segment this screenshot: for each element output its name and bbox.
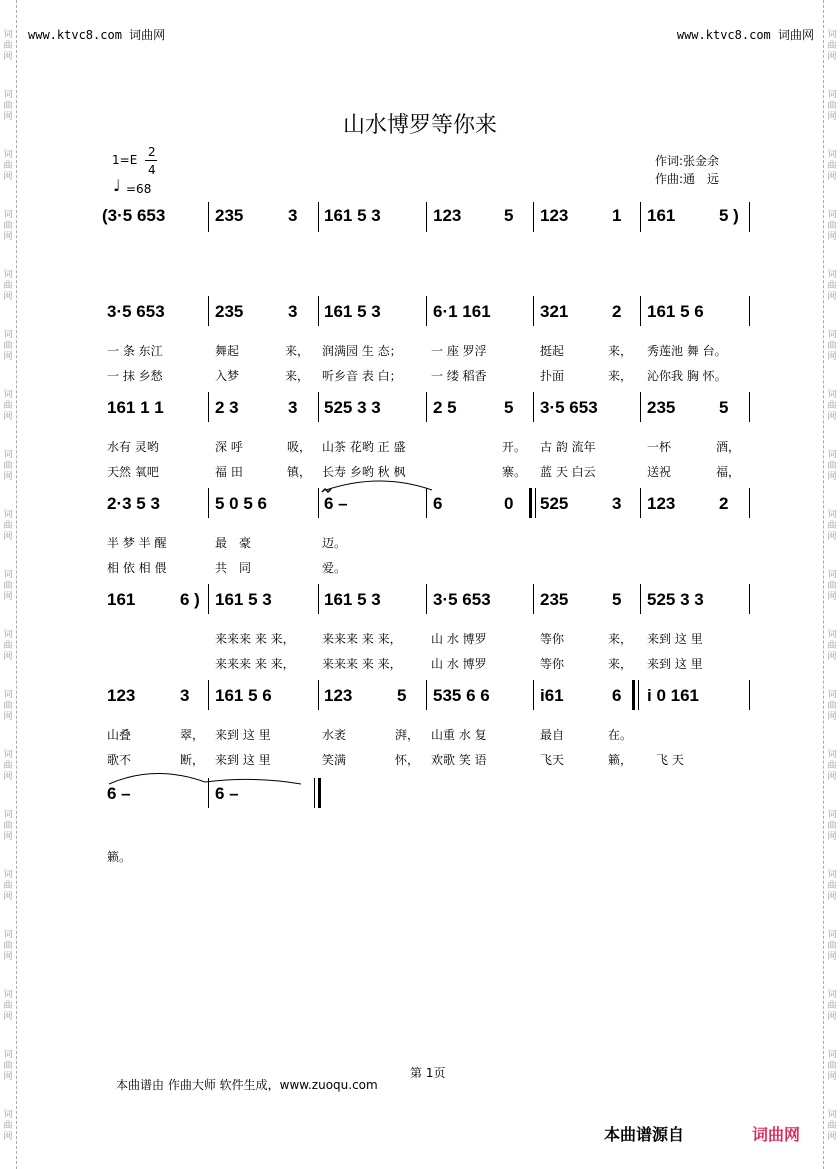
measure-notes: i 0 161 [647,686,699,705]
lyric-verse2: 相 依 相 偎 [107,561,167,575]
lyric-verse1: 来到 这 里 [215,728,271,742]
watermark-text: 词 曲 网 [827,690,837,722]
watermark-text: 词 曲 网 [3,150,13,182]
lyric-verse1: 山茶 花哟 正 盛 [322,440,406,454]
lyric-verse1: 润满园 生 态； [322,344,402,358]
measure-notes: 535 6 6 [433,686,490,705]
watermark-text: 词 曲 网 [827,150,837,182]
lyric-verse2: 等你 [540,657,565,671]
watermark-text: 词 曲 网 [827,630,837,662]
lyric-verse1: 秀莲池 舞 台。 [647,344,727,358]
measure-notes: 5 0 5 6 [215,494,267,513]
barline [318,584,319,614]
barline [533,296,534,326]
lyric-verse2: 长寿 乡哟 秋 枫 [322,465,406,479]
barline [318,680,319,710]
measure-notes: 525 3 3 [324,398,381,417]
lyric-verse1: 来， [285,344,310,358]
watermark-text: 词 曲 网 [827,810,837,842]
lyric-verse1: 挺起 [540,344,565,358]
watermark-text: 词 曲 网 [3,270,13,302]
watermark-text: 词 曲 网 [3,1050,13,1082]
site-header-left[interactable]: www.ktvc8.com 词曲网 [28,28,166,42]
lyric-verse1: 籁。 [107,850,132,864]
watermark-text: 词 曲 网 [827,870,837,902]
barline [533,202,534,232]
measure-notes: 161 1 1 [107,398,164,417]
lyric-verse2: 歌不 [107,753,132,767]
lyric-verse1: 湃， [395,728,420,742]
barline [318,392,319,422]
lyricist: 作词:张金余 [655,154,720,168]
tempo: =68 [126,182,152,196]
measure-notes: 5 [719,398,729,417]
barline [208,488,209,518]
barline [426,392,427,422]
measure-notes: 161 [647,206,676,225]
measure-notes: 3 [180,686,190,705]
lyric-verse2: 来到 这 里 [215,753,271,767]
measure-notes: 6·1 161 [433,302,491,321]
watermark-text: 词 曲 网 [827,210,837,242]
measure-notes: 0 [504,494,514,513]
site-header-right[interactable]: www.ktvc8.com 词曲网 [676,28,814,42]
measure-notes: 3 [288,206,298,225]
watermark-text: 词 曲 网 [827,330,837,362]
measure-notes: 161 [107,590,136,609]
lyric-verse1: 吸， [287,440,312,454]
lyric-verse1: 山叠 [107,728,132,742]
watermark-text: 词 曲 网 [3,750,13,782]
barline [533,392,534,422]
watermark-text: 词 曲 网 [827,750,837,782]
lyric-verse2: 欢歌 笑 语 [431,753,487,767]
measure-notes: 123 [433,206,462,225]
barline [640,488,641,518]
page-number: 第 1页 [410,1066,446,1080]
lyric-verse2: 共 同 [215,561,252,575]
time-signature-top: 2 [148,145,156,159]
watermark-text: 词 曲 网 [3,510,13,542]
lyric-verse2: 扑面 [540,369,565,383]
measure-notes: 2 [719,494,729,513]
lyric-verse2: 来， [608,369,633,383]
measure-notes: 525 3 3 [647,590,704,609]
source-label: 本曲谱源自 [604,1125,685,1144]
measure-notes: 3 [288,398,298,417]
measure-notes: 321 [540,302,569,321]
watermark-text: 词 曲 网 [3,990,13,1022]
lyric-verse1: 来， [608,344,633,358]
lyric-verse2: 飞天 [540,753,565,767]
lyric-verse2: 来来来 来 来， [322,657,402,671]
watermark-text: 词 曲 网 [827,1050,837,1082]
measure-notes: 3 [288,302,298,321]
lyric-verse1: 翠， [180,728,205,742]
lyric-verse2: 来到 这 里 [647,657,703,671]
lyric-verse2: 怀， [395,753,420,767]
barline [426,680,427,710]
measure-notes: 235 [215,206,244,225]
barline [749,392,750,422]
lyric-verse2: 天然 氧吧 [107,465,159,479]
watermark-text: 词 曲 网 [3,810,13,842]
lyric-verse1: 来来来 来 来， [322,632,402,646]
measure-notes: 123 [647,494,676,513]
lyric-verse1: 最 豪 [215,536,252,550]
watermark-text: 词 曲 网 [827,990,837,1022]
barline [533,680,534,710]
measure-notes: 2·3 5 3 [107,494,160,513]
lyric-verse2: 飞 天 [656,753,684,767]
lyric-verse1: 半 梦 半 醒 [107,536,167,550]
measure-notes: 123 [540,206,569,225]
watermark-text: 词 曲 网 [827,570,837,602]
measure-notes: 3·5 653 [433,590,491,609]
lyric-verse2: 镇， [287,465,312,479]
measure-notes: 5 [397,686,407,705]
barline [208,584,209,614]
tie-arc [105,764,305,788]
lyric-verse2: 一 缕 稻香 [431,369,487,383]
lyric-verse2: 断， [180,753,205,767]
measure-notes: 6 [433,494,443,513]
final-barline [318,778,321,808]
measure-notes: 5 ) [719,206,739,225]
generator-note: 本曲谱由 作曲大师 软件生成，www.zuoqu.com [116,1078,378,1092]
watermark-text: 词 曲 网 [3,90,13,122]
measure-notes: 2 [612,302,622,321]
measure-notes: 2 3 [215,398,239,417]
lyric-verse2: 籁， [608,753,633,767]
tie-arc [320,472,440,496]
watermark-text: 词 曲 网 [3,1110,13,1142]
lyric-verse1: 一杯 [647,440,672,454]
measure-notes: 6 – [107,784,131,803]
measure-notes: 5 [612,590,622,609]
barline [749,202,750,232]
lyric-verse1: 山重 水 复 [431,728,487,742]
measure-notes: 6 ) [180,590,200,609]
barline [208,392,209,422]
measure-notes: 1 [612,206,622,225]
watermark-text: 词 曲 网 [3,870,13,902]
lyric-verse1: 酒， [716,440,741,454]
measure-notes: 6 – [215,784,239,803]
barline [749,488,750,518]
lyric-verse2: 来， [608,657,633,671]
composer: 作曲:通 远 [655,172,720,186]
measure-notes: 5 [504,398,514,417]
lyric-verse1: 山 水 博罗 [431,632,487,646]
song-title: 山水博罗等你来 [342,113,497,138]
barline [749,680,750,710]
lyric-verse2: 山 水 博罗 [431,657,487,671]
barline [533,584,534,614]
barline [208,680,209,710]
watermark-text: 词 曲 网 [3,690,13,722]
measure-notes: 161 5 6 [215,686,272,705]
barline [749,584,750,614]
lyric-verse1: 来， [608,632,633,646]
repeat-barline [638,680,639,710]
barline [318,202,319,232]
barline [749,296,750,326]
barline [640,296,641,326]
measure-notes: 161 5 3 [324,302,381,321]
lyric-verse2: 沁你我 胸 怀。 [647,369,727,383]
measure-notes: 235 [215,302,244,321]
watermark-text: 词 曲 网 [3,570,13,602]
watermark-text: 词 曲 网 [3,30,13,62]
barline [208,778,209,808]
lyric-verse2: 送祝 [647,465,672,479]
measure-notes: 161 5 3 [324,206,381,225]
barline [640,584,641,614]
measure-notes: i61 [540,686,564,705]
watermark-text: 词 曲 网 [3,330,13,362]
time-signature-line [145,160,157,161]
final-barline [314,778,315,808]
measure-notes: 161 5 6 [647,302,704,321]
watermark-text: 词 曲 网 [3,630,13,662]
watermark-text: 词 曲 网 [827,450,837,482]
measure-notes: 5 [504,206,514,225]
measure-notes: 235 [540,590,569,609]
repeat-barline [632,680,635,710]
measure-notes: (3·5 653 [102,206,166,225]
lyric-verse1: 舞起 [215,344,240,358]
watermark-text: 词 曲 网 [827,510,837,542]
watermark-text: 词 曲 网 [827,930,837,962]
barline [426,202,427,232]
lyric-verse2: 福 田 [215,465,243,479]
measure-notes: 3·5 653 [107,302,165,321]
watermark-text: 词 曲 网 [3,210,13,242]
measure-notes: 525 [540,494,569,513]
lyric-verse2: 入梦 [215,369,240,383]
watermark-text: 词 曲 网 [827,30,837,62]
measure-notes: 161 5 3 [215,590,272,609]
lyric-verse1: 最自 [540,728,565,742]
watermark-text: 词 曲 网 [827,1110,837,1142]
lyric-verse2: 寨。 [502,465,527,479]
watermark-text: 词 曲 网 [3,930,13,962]
measure-notes: 6 – [324,494,348,513]
lyric-verse2: 笑满 [322,753,347,767]
barline [426,296,427,326]
lyric-verse1: 深 呼 [215,440,243,454]
time-signature-bottom: 4 [148,163,156,177]
quarter-note-icon: ♩ [113,176,121,195]
lyric-verse2: 福， [716,465,741,479]
lyric-verse2: 蓝 天 白云 [540,465,596,479]
watermark-text: 词 曲 网 [827,390,837,422]
lyric-verse1: 在。 [608,728,633,742]
lyric-verse1: 古 韵 流年 [540,440,596,454]
lyric-verse1: 一 条 东江 [107,344,163,358]
measure-notes: 123 [107,686,136,705]
key-signature: 1=E [112,153,138,167]
barline [318,488,319,518]
watermark-text: 词 曲 网 [3,450,13,482]
measure-notes: 6 [612,686,622,705]
watermark-text: 词 曲 网 [827,270,837,302]
barline [640,392,641,422]
measure-notes: 3 [612,494,622,513]
lyric-verse1: 水袤 [322,728,347,742]
barline [208,202,209,232]
lyric-verse1: 一 座 罗浮 [431,344,487,358]
measure-notes: 3·5 653 [540,398,598,417]
barline [640,202,641,232]
lyric-verse1: 迈。 [322,536,347,550]
lyric-verse1: 来到 这 里 [647,632,703,646]
lyric-verse2: 听乡音 表 白； [322,369,402,383]
barline [208,296,209,326]
lyric-verse1: 水有 灵哟 [107,440,159,454]
watermark-text: 词 曲 网 [3,390,13,422]
barline [318,296,319,326]
measure-notes: 161 5 3 [324,590,381,609]
lyric-verse1: 等你 [540,632,565,646]
source-brand-link[interactable]: 词曲网 [752,1125,801,1144]
barline [426,584,427,614]
lyric-verse1: 来来来 来 来， [215,632,295,646]
measure-notes: 235 [647,398,676,417]
repeat-barline [535,488,536,518]
lyric-verse2: 一 抹 乡愁 [107,369,163,383]
repeat-barline [529,488,532,518]
measure-notes: 2 5 [433,398,457,417]
lyric-verse1: 开。 [502,440,527,454]
lyric-verse2: 来来来 来 来， [215,657,295,671]
lyric-verse2: 来， [285,369,310,383]
lyric-verse2: 爱。 [322,561,347,575]
watermark-text: 词 曲 网 [827,90,837,122]
measure-notes: 123 [324,686,353,705]
